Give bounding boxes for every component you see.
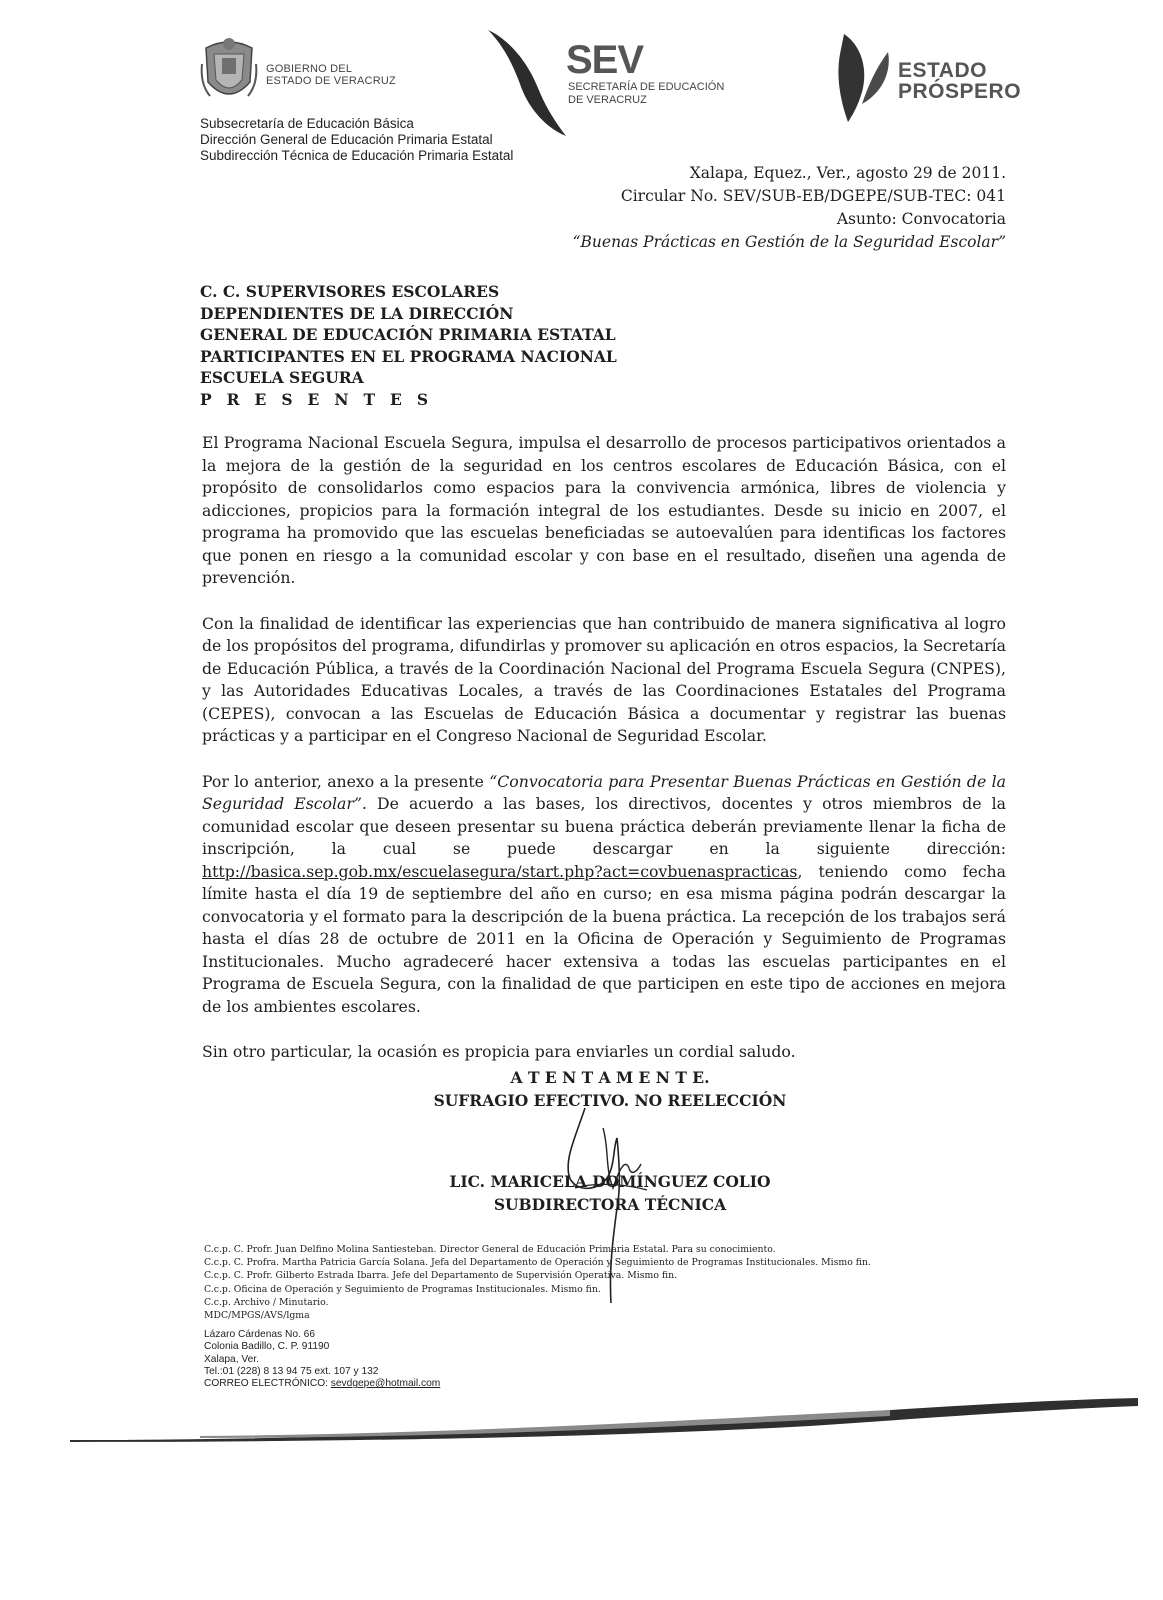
gobierno-logo-text: [266, 63, 396, 87]
email-label: CORREO ELECTRÓNICO:: [204, 1378, 331, 1390]
paragraph-3: [202, 771, 1006, 1019]
city-line: Xalapa, Ver.: [204, 1353, 259, 1365]
estado-prospero-leaf-icon: [832, 30, 894, 124]
addressee-line1: C. C. SUPERVISORES ESCOLARES: [200, 282, 500, 301]
initials-line: MDC/MPGS/AVS/lgma: [204, 1310, 310, 1322]
gob-line1: GOBIERNO DEL: [266, 63, 353, 75]
addressee-block: [200, 281, 617, 410]
cc-line: C.c.p. Oficina de Operación y Seguimiento de Programas Institucionales. Mismo fin.: [204, 1283, 601, 1295]
street-line: Lázaro Cárdenas No. 66: [204, 1329, 315, 1340]
p3-end: , teniendo como fecha límite hasta el día 19 de septiembre del año en curso; en esa misma página podrán descargar la convocatoria y el formato para la descripción de la buena práctica. La recepción de los trabajos será hasta el días 28 de octubre de 2011 en la Oficina de Operación y Seguimiento de Programas Institucionales. Mucho agradeceré hacer extensiva a todas las escuelas participantes en el Programa de Escuela Segura, con la finalidad de que participen en este tipo de acciones en mejora de los ambientes escolares.: [202, 861, 1006, 1016]
addressee-line5: ESCUELA SEGURA: [200, 368, 364, 387]
circular-number: Circular No. SEV/SUB-EB/DGEPE/SUB-TEC: 041: [620, 187, 1006, 205]
subdireccion-line: Subdirección Técnica de Educación Primaria Estatal: [200, 148, 514, 163]
direccion-line: Dirección General de Educación Primaria Estatal: [200, 132, 493, 147]
email-line: [204, 1378, 440, 1390]
addressee-line2: DEPENDIENTES DE LA DIRECCIÓN: [200, 303, 514, 323]
atentamente: A T E N T A M E N T E.: [510, 1068, 710, 1087]
p3-intro: Por lo anterior, anexo a la presente: [202, 771, 490, 791]
colonia-line: Colonia Badillo, C. P. 91190: [204, 1341, 330, 1353]
addressee-line4: PARTICIPANTES EN EL PROGRAMA NACIONAL: [200, 346, 617, 366]
date-line: Xalapa, Equez., Ver., agosto 29 de 2011.: [689, 164, 1006, 182]
subsecretaria-line: Subsecretaría de Educación Básica: [200, 116, 414, 131]
registration-link[interactable]: http://basica.sep.gob.mx/escuelasegura/start.php?act=covbuenaspracticas: [202, 861, 798, 881]
paragraph-4: Sin otro particular, la ocasión es propicia para enviarles un cordial saludo.: [202, 1042, 796, 1061]
paragraph-1: El Programa Nacional Escuela Segura, impulsa el desarrollo de procesos participativos orientados a la mejora de la gestión de la seguridad en los centros escolares de Educación Básica, con el propósito de consolidarlos como espacios para la convivencia armónica, libres de violencia y adicciones, propicios para la formación integral de los estudiantes. Desde su inicio en 2007, el programa ha promovido que las escuelas beneficiadas se autoevalúen para identificas los factores que ponen en riesgo a la comunidad escolar y con base en el resultado, diseñen una agenda de prevención.: [202, 433, 1006, 587]
paragraph-2: Con la finalidad de identificar las experiencias que han contribuido de manera significativa al logro de los propósitos del programa, difundirlas y promover su aplicación en otros espacios, la Secretaría de Educación Pública, a través de la Coordinación Nacional del Programa Escuela Segura (CNPES), y las Autoridades Educativas Locales, a través de las Coordinaciones Estatales del Programa (CEPES), convocan a las Escuelas de Educación Básica a documentar y registrar las buenas prácticas y a participar en el Congreso Nacional de Seguridad Escolar.: [202, 613, 1007, 745]
estado-line2: PRÓSPERO: [898, 80, 1022, 103]
cc-line: C.c.p. C. Profra. Martha Patricia García Solana. Jefa del Departamento de Operación y Seguimiento de Programas Institucionales. Mismo fin.: [204, 1257, 871, 1269]
veracruz-coat-of-arms: [200, 34, 258, 108]
cc-line: C.c.p. C. Profr. Gilberto Estrada Ibarra. Jefe del Departamento de Supervisión Operativa. Mismo fin.: [204, 1270, 678, 1282]
cc-line: C.c.p. Archivo / Minutario.: [204, 1296, 329, 1308]
asunto-line: Asunto: Convocatoria: [836, 210, 1006, 228]
presentes: PRESENTES: [200, 389, 444, 409]
circular-meta: [406, 162, 1006, 254]
cc-line: C.c.p. C. Profr. Juan Delfino Molina Santiesteban. Director General de Educación Primaria Estatal. Para su conocimiento.: [204, 1244, 776, 1255]
department-block: [200, 116, 513, 164]
signer-title: SUBDIRECTORA TÉCNICA: [493, 1195, 727, 1214]
phone-line: Tel.:01 (228) 8 13 94 75 ext. 107 y 132: [204, 1365, 379, 1377]
signer-name: LIC. MARICELA DOMÍNGUEZ COLIO: [449, 1172, 771, 1191]
p3-middle: . De acuerdo a las bases, los directivos, docentes y otros miembros de la comunidad escolar que deseen presentar su buena práctica deberán previamente llenar la ficha de inscripción, la cual se puede descargar en la siguiente dirección:: [202, 794, 1006, 858]
gob-line2: ESTADO DE VERACRUZ: [266, 75, 396, 87]
convocatoria-title: “Convocatoria para Presentar Buenas Prácticas en Gestión de la Seguridad Escolar”: [202, 771, 1006, 813]
sev-line2: DE VERACRUZ: [568, 94, 647, 106]
estado-line1: ESTADO: [898, 59, 987, 82]
addressee-line3: GENERAL DE EDUCACIÓN PRIMARIA ESTATAL: [200, 325, 616, 344]
footer-swoosh-band: [70, 1396, 1140, 1446]
email-link[interactable]: sevdgepe@hotmail.com: [330, 1378, 441, 1390]
cc-list: [204, 1243, 924, 1322]
motto: SUFRAGIO EFECTIVO. NO REELECCIÓN: [433, 1091, 787, 1110]
estado-prospero-text: [898, 60, 1021, 102]
sev-title: SEV: [566, 38, 644, 82]
letter-body: [202, 432, 1006, 1087]
asunto-title: “Buenas Prácticas en Gestión de la Seguridad Escolar”: [572, 233, 1006, 251]
sev-subtitle: [568, 81, 724, 107]
footer-address: [204, 1329, 440, 1390]
sev-line1: SECRETARÍA DE EDUCACIÓN: [568, 81, 725, 93]
